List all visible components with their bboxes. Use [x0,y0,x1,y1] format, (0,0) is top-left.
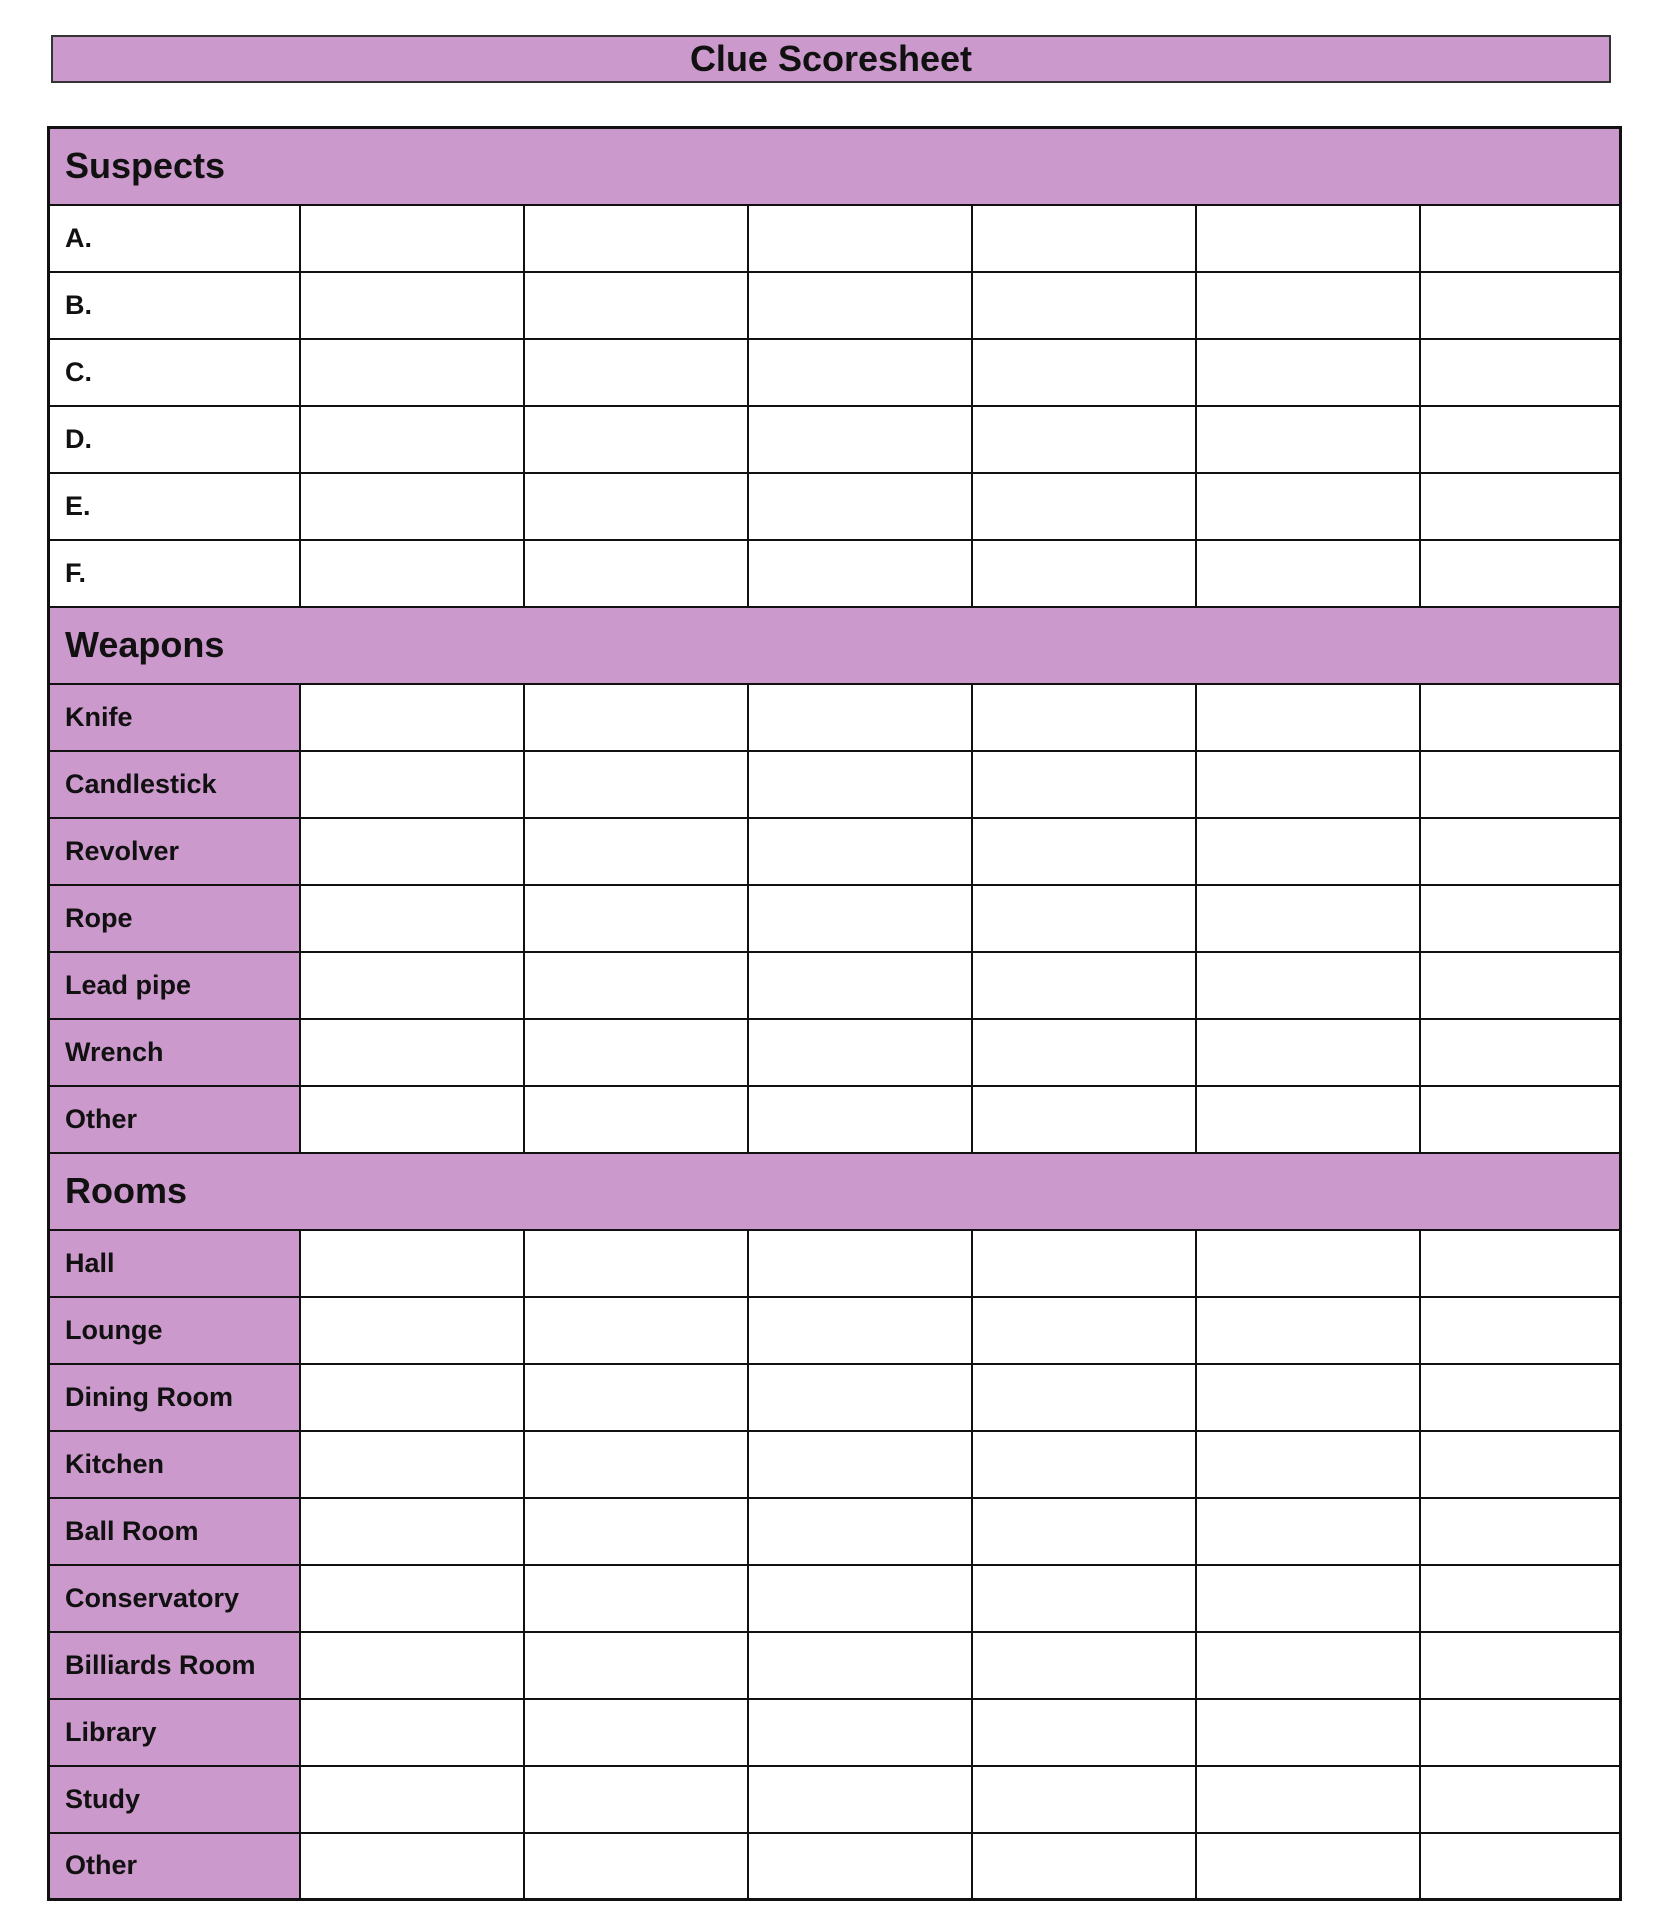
mark-cell[interactable] [972,684,1196,751]
table-row [49,205,1621,272]
mark-cell[interactable] [300,1019,524,1086]
mark-cell[interactable] [972,952,1196,1019]
mark-cell[interactable] [972,1833,1196,1900]
mark-cell[interactable] [524,1431,748,1498]
mark-cell[interactable] [300,1766,524,1833]
row-label: Ball Room [49,1498,300,1565]
mark-cell[interactable] [1420,1230,1621,1297]
mark-cell[interactable] [1196,272,1420,339]
row-label: Dining Room [49,1364,300,1431]
row-label: Library [49,1699,300,1766]
mark-cell[interactable] [748,406,972,473]
mark-cell[interactable] [748,272,972,339]
mark-cell[interactable] [524,1632,748,1699]
mark-cell[interactable] [524,205,748,272]
mark-cell[interactable] [1196,885,1420,952]
mark-cell[interactable] [300,684,524,751]
mark-cell[interactable] [748,684,972,751]
table-row [49,473,1621,540]
mark-cell[interactable] [1420,205,1621,272]
mark-cell[interactable] [1420,339,1621,406]
mark-cell[interactable] [972,751,1196,818]
mark-cell[interactable] [1420,818,1621,885]
mark-cell[interactable] [1196,1297,1420,1364]
mark-cell[interactable] [1420,272,1621,339]
mark-cell[interactable] [300,818,524,885]
table-row [49,952,1621,1019]
mark-cell[interactable] [524,1086,748,1153]
mark-cell[interactable] [1420,952,1621,1019]
mark-cell[interactable] [524,1230,748,1297]
mark-cell[interactable] [300,1699,524,1766]
mark-cell[interactable] [748,1565,972,1632]
mark-cell[interactable] [748,751,972,818]
mark-cell[interactable] [524,272,748,339]
mark-cell[interactable] [972,1019,1196,1086]
mark-cell[interactable] [748,818,972,885]
mark-cell[interactable] [748,1498,972,1565]
row-label: Rope [49,885,300,952]
mark-cell[interactable] [1196,818,1420,885]
mark-cell[interactable] [1420,1699,1621,1766]
mark-cell[interactable] [300,1632,524,1699]
row-label: Candlestick [49,751,300,818]
section-title-rooms: Rooms [49,1153,1621,1230]
mark-cell[interactable] [524,1364,748,1431]
mark-cell[interactable] [524,684,748,751]
row-label: Knife [49,684,300,751]
row-label: Billiards Room [49,1632,300,1699]
row-label: E. [49,473,300,540]
mark-cell[interactable] [524,818,748,885]
row-label: C. [49,339,300,406]
row-label: D. [49,406,300,473]
mark-cell[interactable] [524,473,748,540]
mark-cell[interactable] [524,751,748,818]
table-row [49,272,1621,339]
mark-cell[interactable] [972,473,1196,540]
row-label: Conservatory [49,1565,300,1632]
row-label: F. [49,540,300,607]
row-label: Revolver [49,818,300,885]
mark-cell[interactable] [300,751,524,818]
mark-cell[interactable] [1196,684,1420,751]
mark-cell[interactable] [524,885,748,952]
scoresheet-table [47,126,1622,1901]
row-label: Study [49,1766,300,1833]
mark-cell[interactable] [972,1699,1196,1766]
mark-cell[interactable] [1196,205,1420,272]
mark-cell[interactable] [524,1766,748,1833]
mark-cell[interactable] [972,1086,1196,1153]
section-title-weapons: Weapons [49,607,1621,684]
mark-cell[interactable] [972,1565,1196,1632]
mark-cell[interactable] [524,406,748,473]
mark-cell[interactable] [1196,1632,1420,1699]
table-row [49,1431,1621,1498]
mark-cell[interactable] [1420,1498,1621,1565]
mark-cell[interactable] [300,1230,524,1297]
row-label: Other [49,1086,300,1153]
mark-cell[interactable] [1420,1364,1621,1431]
mark-cell[interactable] [1196,1498,1420,1565]
row-label: Wrench [49,1019,300,1086]
mark-cell[interactable] [748,1019,972,1086]
mark-cell[interactable] [1196,1699,1420,1766]
table-row [49,1230,1621,1297]
mark-cell[interactable] [748,540,972,607]
mark-cell[interactable] [972,1632,1196,1699]
mark-cell[interactable] [972,339,1196,406]
mark-cell[interactable] [972,885,1196,952]
mark-cell[interactable] [300,1565,524,1632]
mark-cell[interactable] [1420,1019,1621,1086]
mark-cell[interactable] [1196,751,1420,818]
row-label: B. [49,272,300,339]
mark-cell[interactable] [748,339,972,406]
table-row [49,1699,1621,1766]
mark-cell[interactable] [748,1766,972,1833]
mark-cell[interactable] [300,1431,524,1498]
mark-cell[interactable] [972,1431,1196,1498]
mark-cell[interactable] [972,272,1196,339]
mark-cell[interactable] [1196,540,1420,607]
mark-cell[interactable] [1196,1364,1420,1431]
row-label: Hall [49,1230,300,1297]
mark-cell[interactable] [300,1297,524,1364]
mark-cell[interactable] [972,1297,1196,1364]
row-label: A. [49,205,300,272]
mark-cell[interactable] [1420,885,1621,952]
mark-cell[interactable] [748,1699,972,1766]
mark-cell[interactable] [748,205,972,272]
mark-cell[interactable] [748,1086,972,1153]
mark-cell[interactable] [748,473,972,540]
table-row [49,406,1621,473]
row-label: Other [49,1833,300,1900]
mark-cell[interactable] [1196,952,1420,1019]
mark-cell[interactable] [1196,1833,1420,1900]
mark-cell[interactable] [524,1498,748,1565]
mark-cell[interactable] [972,205,1196,272]
mark-cell[interactable] [300,1364,524,1431]
mark-cell[interactable] [748,1297,972,1364]
row-label: Kitchen [49,1431,300,1498]
mark-cell[interactable] [1420,684,1621,751]
mark-cell[interactable] [300,1086,524,1153]
mark-cell[interactable] [524,1565,748,1632]
table-row [49,1086,1621,1153]
mark-cell[interactable] [1420,751,1621,818]
mark-cell[interactable] [748,1230,972,1297]
mark-cell[interactable] [1420,1766,1621,1833]
mark-cell[interactable] [972,1766,1196,1833]
section-header-row [49,1153,1621,1230]
mark-cell[interactable] [1196,1431,1420,1498]
table-row [49,1632,1621,1699]
row-label: Lead pipe [49,952,300,1019]
mark-cell[interactable] [748,1431,972,1498]
table-row [49,339,1621,406]
section-header-row [49,128,1621,205]
mark-cell[interactable] [748,1632,972,1699]
mark-cell[interactable] [300,1833,524,1900]
mark-cell[interactable] [524,1019,748,1086]
mark-cell[interactable] [1420,1086,1621,1153]
mark-cell[interactable] [1420,1833,1621,1900]
section-header-row [49,607,1621,684]
table-row [49,1833,1621,1900]
mark-cell[interactable] [1196,406,1420,473]
mark-cell[interactable] [748,952,972,1019]
mark-cell[interactable] [300,205,524,272]
mark-cell[interactable] [1196,1086,1420,1153]
mark-cell[interactable] [300,885,524,952]
mark-cell[interactable] [1196,1565,1420,1632]
mark-cell[interactable] [300,473,524,540]
mark-cell[interactable] [524,540,748,607]
table-row [49,1019,1621,1086]
mark-cell[interactable] [1420,1431,1621,1498]
mark-cell[interactable] [1196,1019,1420,1086]
mark-cell[interactable] [300,339,524,406]
mark-cell[interactable] [1196,473,1420,540]
table-row [49,1766,1621,1833]
mark-cell[interactable] [524,1699,748,1766]
mark-cell[interactable] [1196,339,1420,406]
mark-cell[interactable] [972,1364,1196,1431]
table-row [49,1364,1621,1431]
mark-cell[interactable] [1196,1766,1420,1833]
mark-cell[interactable] [524,339,748,406]
mark-cell[interactable] [972,818,1196,885]
mark-cell[interactable] [748,1364,972,1431]
section-title-suspects: Suspects [49,128,1621,205]
mark-cell[interactable] [524,1833,748,1900]
table-row [49,540,1621,607]
mark-cell[interactable] [972,540,1196,607]
mark-cell[interactable] [1420,540,1621,607]
mark-cell[interactable] [972,1498,1196,1565]
scoresheet-title: Clue Scoresheet [51,35,1611,83]
mark-cell[interactable] [300,540,524,607]
table-row [49,885,1621,952]
mark-cell[interactable] [300,272,524,339]
mark-cell[interactable] [748,1833,972,1900]
mark-cell[interactable] [972,1230,1196,1297]
table-row [49,684,1621,751]
mark-cell[interactable] [1420,1297,1621,1364]
table-row [49,1565,1621,1632]
mark-cell[interactable] [1420,473,1621,540]
table-row [49,1498,1621,1565]
scoresheet-body [49,128,1621,1900]
mark-cell[interactable] [1196,1230,1420,1297]
mark-cell[interactable] [300,1498,524,1565]
mark-cell[interactable] [524,1297,748,1364]
mark-cell[interactable] [1420,1565,1621,1632]
mark-cell[interactable] [748,885,972,952]
mark-cell[interactable] [524,952,748,1019]
mark-cell[interactable] [300,406,524,473]
row-label: Lounge [49,1297,300,1364]
mark-cell[interactable] [1420,406,1621,473]
table-row [49,818,1621,885]
table-row [49,1297,1621,1364]
mark-cell[interactable] [1420,1632,1621,1699]
mark-cell[interactable] [972,406,1196,473]
table-row [49,751,1621,818]
mark-cell[interactable] [300,952,524,1019]
